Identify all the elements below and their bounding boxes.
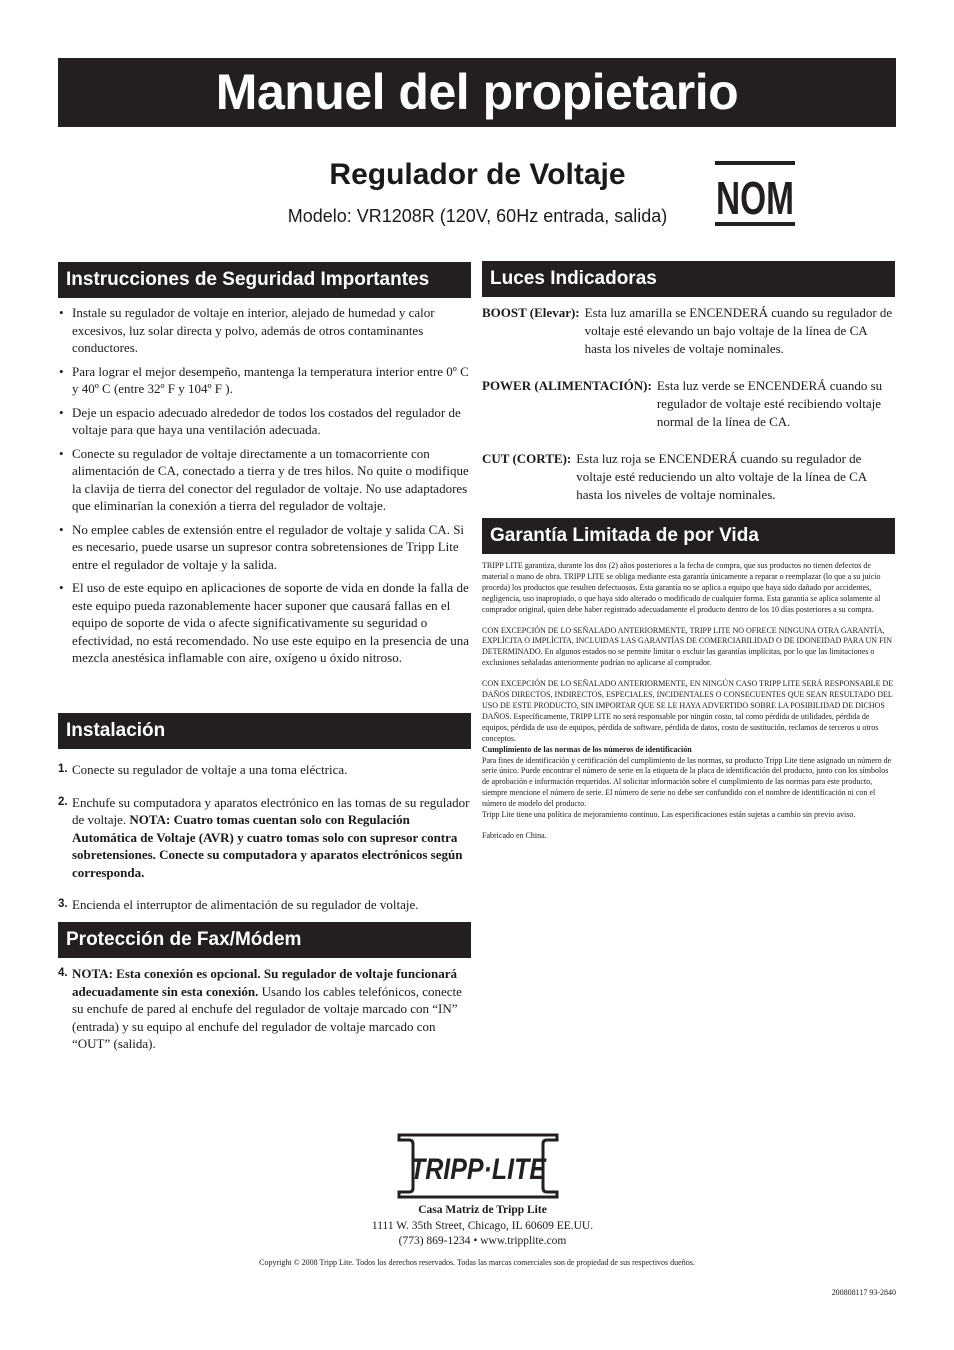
installation-step (58, 794, 472, 882)
section-heading-warranty: Garantía Limitada de por Vida (482, 518, 895, 554)
document-number: 200808117 93-2840 (831, 1288, 896, 1297)
list-item: • No emplee cables de extensión entre el regulador de voltaje y salida CA. Si es necesario, puede usarse un supresor contra sobretensiones de Tripp Lite entre el regulador de voltaje y la salida. (58, 521, 472, 574)
list-item: • Para lograr el mejor desempeño, mantenga la temperatura interior entre 0º C y 40º C (entre 32º F y 104º F ). (58, 363, 472, 398)
tripp-lite-logo (397, 1135, 559, 1197)
hq-label: Casa Matriz de Tripp Lite (418, 1204, 547, 1216)
fax-steps (58, 965, 472, 1068)
warranty-paragraph: CON EXCEPCIÓN DE LO SEÑALADO ANTERIORMENTE, TRIPP LITE NO OFRECE NINGUNA OTRA GARANTÍA, EXPLÍCITA O IMPLÍCITA, INCLUIDAS LAS GARANTÍAS DE COMERCIABILIDAD O DE IDONEIDAD PARA UN FIN DETERMINADO. En algunos estados no se permite limitar o excluir las garantías implícitas, por lo que las limitaciones o exclusiones señaladas anteriormente podrían no aplicarse al comprador. (482, 625, 892, 668)
indicator-lights (482, 304, 896, 523)
page-title: Manuel del propietario (215, 64, 739, 120)
address-block (200, 1203, 765, 1250)
light-cut (482, 450, 896, 504)
installation-step (58, 761, 472, 779)
installation-steps (58, 761, 472, 929)
nom-certification-logo (715, 161, 795, 226)
section-heading-safety: Instrucciones de Seguridad Importantes (58, 262, 471, 298)
improvement-paragraph: Tripp Lite tiene una política de mejoramiento continuo. Las especificaciones están sujetas a cambio sin previo aviso. (482, 810, 856, 820)
step-text: Conecte su regulador de voltaje a una toma eléctrica. (72, 762, 348, 777)
safety-list (58, 304, 472, 673)
compliance-paragraph: Para fines de identificación y certificación del cumplimiento de las normas, su producto Tripp Lite tiene asignado un número de serie único. Puede encontrar el número de serie en la etiqueta de la placa de identificación del producto, junto con los símbolos de aprobación e información requeridos. Al solicitar información sobre el cumplimiento de las normas para este producto, siempre mencione el número de serie. El número de serie no debe ser confundido con el nombre de identificación ni con el número de modelo del producto. (482, 755, 892, 809)
list-item: • Conecte su regulador de voltaje directamente a un tomacorriente con alimentación de CA, conectado a tierra y de tres hilos. No quite o modifique la clavija de tierra del conector del regulador de voltaje. No use adaptadores que eliminarían la conexión a tierra del regulador de voltaje. (58, 445, 472, 515)
made-in: Fabricado en China. (482, 830, 547, 840)
step-text: Usando los cables telefónicos, conecte su enchufe de pared al enchufe del regulador de voltaje marcado con “IN” (entrada) y su equipo al enchufe del regulador de voltaje marcado con “OUT” (salida). (72, 983, 462, 1051)
brand-logo-text: TRIPP·LITE (410, 1153, 547, 1186)
warranty-text (482, 561, 896, 852)
light-description: Esta luz verde se ENCENDERÁ cuando su regulador de voltaje esté recibiendo voltaje normal de la línea de CA. (656, 378, 883, 429)
copyright: Copyright © 2008 Tripp Lite. Todos los derechos reservados. Todas las marcas comerciales son de propiedad de sus respectivos dueños. (259, 1258, 695, 1267)
street-address: 1111 W. 35th Street, Chicago, IL 60609 EE.UU. (371, 1219, 594, 1232)
compliance-title (482, 745, 896, 756)
installation-step (58, 896, 472, 914)
light-label: CUT (CORTE): (482, 451, 572, 466)
nom-logo-text: NOM (716, 172, 794, 224)
list-item: • Instale su regulador de voltaje en interior, alejado de humedad y calor excesivos, luz solar directa y polvo, además de otros contaminantes conductores. (58, 304, 472, 357)
model-line: Modelo: VR1208R (120V, 60Hz entrada, salida) (287, 206, 668, 226)
contact-info: (773) 869-1234 • www.tripplite.com (398, 1235, 567, 1247)
step-text: Enchufe su computadora y aparatos electrónico en las tomas de su regulador de voltaje. (72, 794, 470, 827)
section-heading-lights: Luces Indicadoras (482, 261, 895, 297)
section-heading-installation: Instalación (58, 713, 471, 749)
title-banner (58, 58, 896, 127)
step-note: NOTA: Cuatro tomas cuentan solo con Regulación Automática de Voltaje (AVR) y cuatro tomas solo con supresor contra sobretensiones. Conecte su computadora y aparatos electrónicos según corresponda. (72, 812, 463, 880)
compliance-title-text: Cumplimiento de las normas de los números de identificación (482, 744, 692, 754)
list-item: • El uso de este equipo en aplicaciones de soporte de vida en donde la falla de este equipo pueda razonablemente hacer suponer que causará fallas en el equipo de soporte de vida o afecte significativamente su seguridad o efectividad, no está recomendado. No use este equipo en la presencia de una mezcla anestésica inflamable con aire, oxígeno u óxido nitroso. (58, 579, 472, 667)
product-title: Regulador de Voltaje (329, 158, 626, 191)
warranty-paragraph: TRIPP LITE garantiza, durante los dos (2) años posteriores a la fecha de compra, que sus productos no tienen defectos de material o mano de obra. TRIPP LITE se obliga mediante esta garantía únicamente a reparar o reemplazar (lo que a su juicio proceda) los productos que resulten defectuosos. Esta garantía no se aplica a equipo que haya sido dañado por accidentes, negligencia, uso inapropiado, o que haya sido alterado o modificado de cualquier forma. Esta garantía se aplica solamente al comprador original, quien debe haber registrado adecuadamente el producto dentro de los 10 días posteriores a su compra. (482, 561, 881, 614)
light-label: POWER (ALIMENTACIÓN): (482, 378, 652, 393)
step-text: Encienda el interruptor de alimentación de su regulador de voltaje. (72, 897, 419, 912)
step-note: NOTA: Esta conexión es opcional. Su regulador de voltaje funcionará adecuadamente sin esta conexión. (72, 966, 457, 999)
light-description: Esta luz amarilla se ENCENDERÁ cuando su regulador de voltaje esté elevando un bajo voltaje de la línea de CA hasta los niveles de voltaje nominales. (584, 305, 893, 356)
fax-step (58, 965, 472, 1053)
warranty-paragraph: CON EXCEPCIÓN DE LO SEÑALADO ANTERIORMENTE, EN NINGÚN CASO TRIPP LITE SERÁ RESPONSABLE DE DAÑOS DIRECTOS, INDIRECTOS, ESPECIALES, INCIDENTALES O CONSECUENTES QUE SEAN RESULTADO DEL USO DE ESTE PRODUCTO, SIN IMPORTAR QUE SE LE HAYA ADVERTIDO SOBRE LA POSIBILIDAD DE DICHOS DAÑOS. Específicamente, TRIPP LITE no será responsable por ningún costo, tal como pérdida de utilidades, pérdida de equipos, pérdida de uso de equipos, pérdida de software, pérdida de datos, costo de sustitución, reclamos de terceros u otros conceptos. (482, 679, 894, 743)
step-number: 1. (58, 763, 68, 775)
light-label: BOOST (Elevar): (482, 305, 580, 320)
step-number: 3. (58, 898, 68, 910)
light-description: Esta luz roja se ENCENDERÁ cuando su regulador de voltaje esté reduciendo un alto voltaje de la línea de CA hasta los niveles de voltaje nominales. (576, 451, 867, 502)
step-number: 4. (58, 967, 68, 979)
section-heading-fax: Protección de Fax/Módem (58, 922, 471, 958)
step-number: 2. (58, 795, 68, 808)
light-power (482, 377, 896, 431)
light-boost (482, 304, 896, 358)
list-item: • Deje un espacio adecuado alrededor de todos los costados del regulador de voltaje para que haya una ventilación adecuada. (58, 404, 472, 439)
